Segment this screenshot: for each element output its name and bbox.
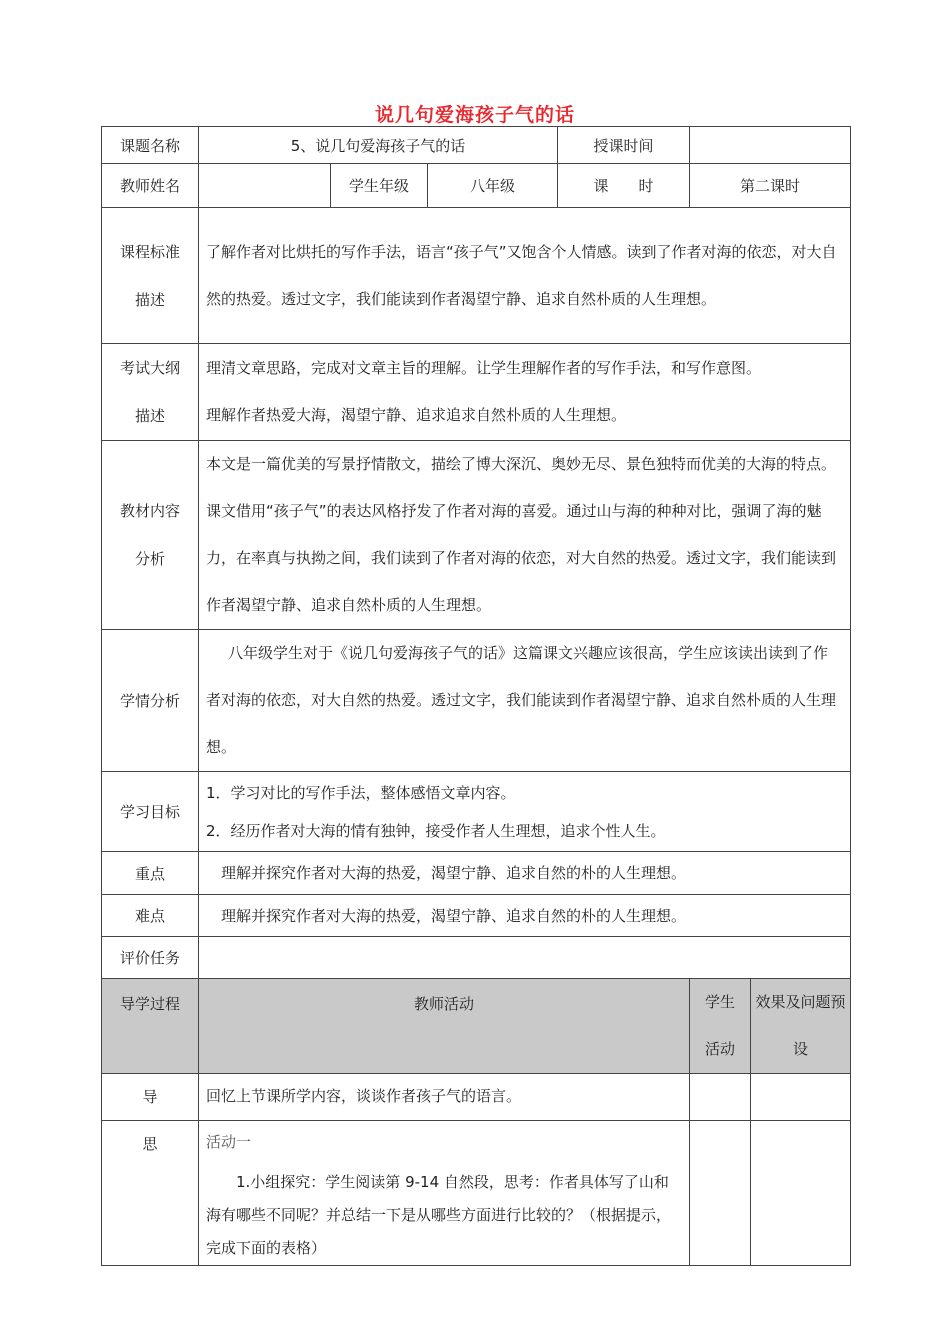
process-header-row [102,979,851,1074]
row-teacher [102,164,851,208]
process-teacher-cell [199,1121,690,1266]
effect-header-line2: 设 [793,1040,809,1058]
goals-text [199,772,851,852]
row-course-name [102,127,851,164]
exam-label-line1: 考试大纲 [119,359,180,377]
activity-title: 活动一 [206,1133,252,1151]
course-name-label: 课题名称 [102,127,199,164]
course-name-value: 5、说几句爱海孩子气的话 [199,127,558,164]
goal-item-1: 1．学习对比的写作手法，整体感悟文章内容。 [206,783,516,802]
process-effect-cell [751,1074,851,1121]
difficulty-text: 理解并探究作者对大海的热爱，渴望宁静、追求自然的朴的人生理想。 [199,895,851,937]
exam-label [102,344,199,441]
standard-label-line1: 课程标准 [119,242,180,261]
student-header-line1: 学生 [705,993,736,1011]
row-course-standard [102,208,851,344]
material-text: 本文是一篇优美的写景抒情散文，描绘了博大深沉、奥妙无尽、景色独特而优美的大海的特点。课文借用“孩子气”的表达风格抒发了作者对海的喜爱。通过山与海的种种对比，强调了海的魅力，在率真与执拗之间，我们读到了作者对海的依恋，对大自然的热爱。透过文字，我们能读到作者渴望宁静、追求自然朴质的人生理想。 [199,441,851,630]
period-label: 课 时 [558,164,690,208]
goals-label: 学习目标 [102,772,199,852]
difficulty-label: 难点 [102,895,199,937]
process-header-step: 导学过程 [102,979,199,1074]
standard-label [102,208,199,344]
row-key-point [102,852,851,895]
grade-value: 八年级 [428,164,558,208]
teach-time-value [690,127,851,164]
teach-time-label: 授课时间 [558,127,690,164]
process-row-think [102,1121,851,1266]
exam-label-line2: 描述 [134,407,165,425]
process-step: 思 [102,1121,199,1266]
process-student-cell [690,1121,751,1266]
row-learner-analysis [102,630,851,772]
lesson-plan-table [101,126,851,1266]
key-label: 重点 [102,852,199,895]
teacher-label: 教师姓名 [102,164,199,208]
row-difficulty [102,895,851,937]
goal-item-2: 2．经历作者对大海的情有独钟，接受作者人生理想，追求个性人生。 [206,821,666,840]
process-teacher-text: 回忆上节课所学内容，谈谈作者孩子气的语言。 [199,1074,690,1121]
teacher-value [199,164,331,208]
process-step: 导 [102,1074,199,1121]
document-title: 说几句爱海孩子气的话 [374,104,575,126]
process-effect-cell [751,1121,851,1266]
standard-text: 了解作者对比烘托的写作手法，语言“孩子气”又饱含个人情感。读到了作者对海的依恋，对大自然的热爱。透过文字，我们能读到作者渴望宁静、追求自然朴质的人生理想。 [199,208,851,344]
key-text: 理解并探究作者对大海的热爱，渴望宁静、追求自然的朴的人生理想。 [199,852,851,895]
material-label-line1: 教材内容 [119,502,180,520]
process-header-effect [751,979,851,1074]
eval-text [199,937,851,979]
row-evaluation [102,937,851,979]
learner-text: 八年级学生对于《说几句爱海孩子气的话》这篇课文兴趣应该很高，学生应该读出读到了作者对海的依恋，对大自然的热爱。透过文字，我们能读到作者渴望宁静、追求自然朴质的人生理想。 [199,630,851,772]
process-row-guide [102,1074,851,1121]
process-header-teacher: 教师活动 [199,979,690,1074]
material-label-line2: 分析 [134,550,165,568]
exam-text [199,344,851,441]
exam-text-line1: 理清文章思路，完成对文章主旨的理解。让学生理解作者的写作手法，和写作意图。 [206,359,762,377]
period-value: 第二课时 [690,164,851,208]
process-teacher-text: 1.小组探究：学生阅读第 9-14 自然段，思考：作者具体写了山和海有哪些不同呢？并总结一下是从哪些方面进行比较的？（根据提示，完成下面的表格） [206,1173,672,1257]
material-label [102,441,199,630]
row-learning-goals [102,772,851,852]
eval-label: 评价任务 [102,937,199,979]
row-exam-outline [102,344,851,441]
standard-label-line2: 描述 [134,290,165,309]
student-header-line2: 活动 [705,1040,736,1058]
exam-text-line2: 理解作者热爱大海，渴望宁静、追求追求自然朴质的人生理想。 [206,406,627,424]
process-header-student [690,979,751,1074]
row-material-analysis [102,441,851,630]
learner-label: 学情分析 [102,630,199,772]
process-student-cell [690,1074,751,1121]
effect-header-line1: 效果及问题预 [755,993,846,1011]
grade-label: 学生年级 [331,164,428,208]
